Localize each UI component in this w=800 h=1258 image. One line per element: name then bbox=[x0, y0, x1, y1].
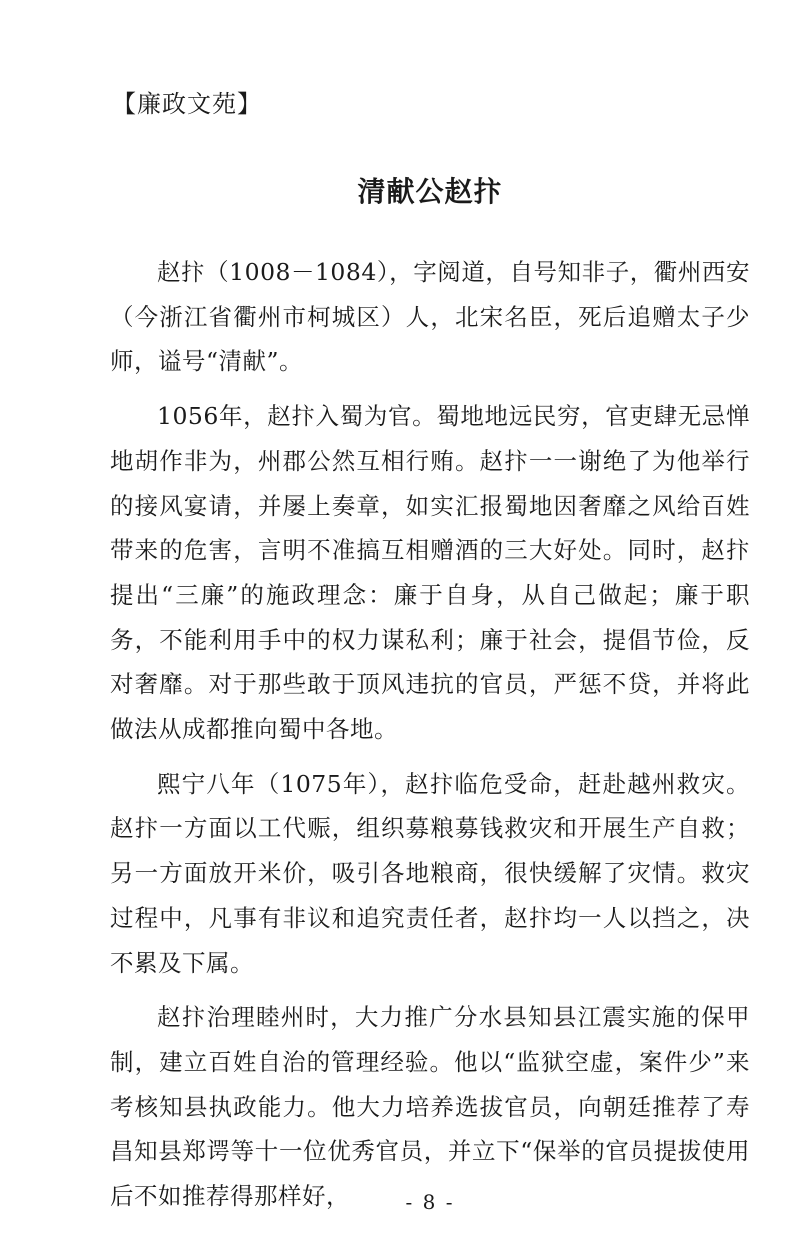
article-title: 清献公赵抃 bbox=[357, 175, 503, 208]
article-body bbox=[110, 250, 750, 1229]
paragraph: 熙宁八年（1075年），赵抃临危受命，赶赴越州救灾。赵抃一方面以工代赈，组织募粮募钱救灾和开展生产自救；另一方面放开米价，吸引各地粮商，很快缓解了灾情。救灾过程中，凡事有非议和追究责任者，赵抃均一人以挡之，决不累及下属。 bbox=[110, 769, 750, 977]
column-tag: 【廉政文苑】 bbox=[112, 90, 262, 118]
page-number: - 8 - bbox=[405, 1190, 455, 1214]
paragraph: 1056年，赵抃入蜀为官。蜀地地远民穷，官吏肆无忌惮地胡作非为，州郡公然互相行贿。赵抃一一谢绝了为他举行的接风宴请，并屡上奏章，如实汇报蜀地因奢靡之风给百姓带来的危害，言明不准搞互相赠酒的三大好处。同时，赵抃提出“三廉”的施政理念：廉于自身，从自己做起；廉于职务，不能利用手中的权力谋私利；廉于社会，提倡节俭，反对奢靡。对于那些敢于顶风违抗的官员，严惩不贷，并将此做法从成都推向蜀中各地。 bbox=[110, 402, 750, 744]
paragraph: 赵抃（1008－1084），字阅道，自号知非子，衢州西安（今浙江省衢州市柯城区）人，北宋名臣，死后追赠太子少师，谥号“清献”。 bbox=[110, 258, 750, 376]
paragraph: 赵抃治理睦州时，大力推广分水县知县江震实施的保甲制，建立百姓自治的管理经验。他以“监狱空虚，案件少”来考核知县执政能力。他大力培养选拔官员，向朝廷推荐了寿昌知县郑谔等十一位优秀官员，并立下“保举的官员提拔使用后不如推荐得那样好， bbox=[110, 1003, 750, 1211]
